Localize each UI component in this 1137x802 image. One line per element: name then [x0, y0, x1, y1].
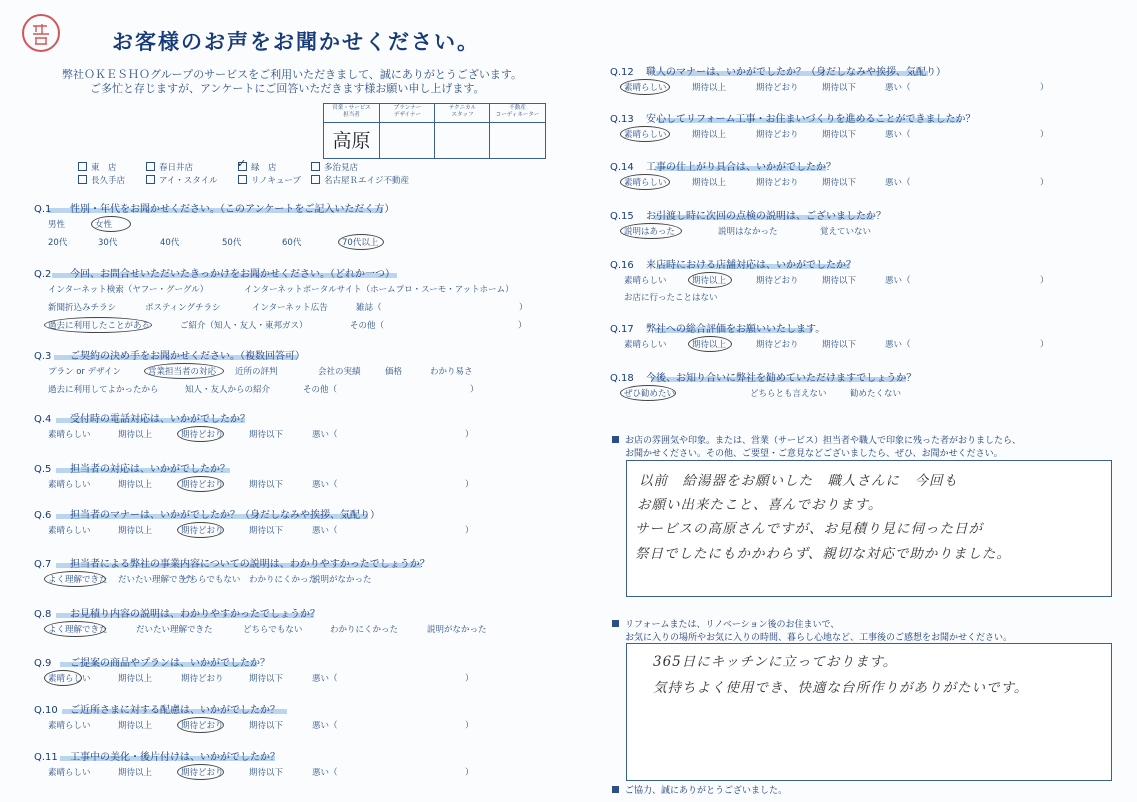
question-heading [34, 460, 230, 475]
paren-close: ） [465, 526, 474, 536]
paren-close: ） [470, 385, 479, 395]
question-heading [610, 320, 825, 335]
answer-option[interactable]: 悪い（ [312, 721, 338, 731]
answer-option[interactable]: 悪い（ [312, 526, 338, 536]
question-number: Q.17 [610, 324, 634, 335]
comment1-prompt-line-2: お聞かせください。その他、ご要望・ご意見などございましたら、ぜひ、お聞かせください。 [625, 449, 1003, 459]
handwritten-line: 以前 給湯器をお願いした 職人さんに 今回も [639, 473, 958, 489]
staff-col-realestate [489, 104, 545, 158]
answer-option[interactable]: どちらでもない [181, 575, 241, 585]
staff-header: プランナー デザイナー [380, 104, 435, 123]
answer-option[interactable]: 期待どおり [756, 178, 799, 188]
answer-option[interactable]: 過去に利用したことがある [48, 321, 151, 331]
answer-option[interactable]: 期待以下 [822, 83, 857, 93]
store-option[interactable] [146, 161, 193, 173]
answer-option[interactable]: だいたい理解できた [118, 575, 195, 585]
answer-option[interactable]: 期待以上 [692, 178, 727, 188]
answer-option[interactable]: 女性 [95, 220, 113, 230]
question-number: Q.13 [610, 114, 634, 125]
question-heading [610, 158, 836, 173]
answer-option[interactable]: 期待以上 [692, 130, 727, 140]
answer-option[interactable]: 20代 [48, 238, 68, 248]
staff-col-sales [324, 104, 379, 158]
answer-circle-mark [177, 476, 224, 492]
question-text: 工事中の美化・後片付けは、いかがでしたか？ [70, 752, 280, 763]
question-number: Q.18 [610, 373, 634, 384]
question-number: Q.10 [34, 705, 58, 716]
answer-option[interactable]: 期待以下 [249, 768, 284, 778]
question-text: 性別・年代をお聞かせください。（このアンケートをご記入いただく方） [70, 204, 395, 215]
question-number: Q.4 [34, 414, 52, 425]
store-label: リノキューブ [251, 176, 301, 186]
question-text: 担当者による弊社の事業内容についての説明は、わかりやすかったでしょうか？ [70, 559, 430, 570]
answer-option[interactable]: 期待以下 [822, 178, 857, 188]
answer-option[interactable]: 期待どおり [181, 480, 224, 490]
checkbox-icon[interactable] [78, 162, 87, 171]
staff-header: テクニカル スタッフ [435, 104, 490, 123]
handwritten-line: お願い出来たこと、喜んでおります。 [637, 497, 883, 513]
question-heading [34, 347, 305, 362]
intro-line-1: 弊社ＯＫＥＳＨＯグループのサービスをご利用いただきまして、誠にありがとうございます。 [62, 68, 523, 81]
checkbox-icon[interactable] [146, 162, 155, 171]
staff-value-sales[interactable]: 高原 [332, 130, 371, 152]
comment2-prompt-line-1: リフォームまたは、リノベーション後のお住まいで、 [612, 617, 839, 630]
paren-close: ） [518, 321, 527, 331]
answer-option[interactable]: 素晴らしい [48, 768, 91, 778]
answer-option[interactable]: 素晴らしい [624, 130, 667, 140]
answer-option[interactable]: 悪い（ [885, 83, 911, 93]
answer-option[interactable]: 素晴らしい [48, 480, 91, 490]
answer-option[interactable]: 期待どおり [181, 768, 224, 778]
answer-option[interactable]: その他（ [350, 321, 385, 331]
store-label: 多治見店 [324, 163, 359, 173]
question-heading [34, 200, 394, 215]
question-number: Q.15 [610, 211, 634, 222]
answer-option[interactable]: ご紹介（知人・友人・東邦ガス） [180, 321, 308, 331]
paren-close: ） [465, 674, 474, 684]
answer-option[interactable]: どちらでもない [243, 625, 303, 635]
checkbox-icon[interactable] [238, 162, 247, 171]
answer-option[interactable]: 期待どおり [181, 721, 224, 731]
answer-option[interactable]: 期待以下 [249, 674, 284, 684]
question-text: お引渡し時に次回の点検の説明は、ございましたか？ [646, 211, 886, 222]
answer-option[interactable]: インターネット広告 [252, 303, 328, 313]
answer-option[interactable]: 近所の評判 [235, 367, 278, 377]
answer-option[interactable]: 説明がなかった [427, 625, 487, 635]
question-number: Q.7 [34, 559, 52, 570]
question-text: 担当者のマナーは、いかがでしたか？（身だしなみや挨拶、気配り） [70, 510, 380, 521]
answer-option[interactable]: 期待以上 [692, 83, 727, 93]
store-option[interactable] [238, 161, 277, 173]
answer-option[interactable]: 悪い（ [312, 674, 338, 684]
answer-option[interactable]: 期待以上 [118, 480, 153, 490]
answer-option[interactable]: ぜひ勧めたい [624, 389, 676, 399]
answer-option[interactable]: 期待以上 [118, 674, 153, 684]
answer-circle-mark [177, 426, 224, 442]
answer-circle-mark [91, 216, 131, 232]
answer-option[interactable]: 期待以上 [692, 340, 727, 350]
answer-option[interactable]: 期待以上 [118, 526, 153, 536]
square-bullet-icon [612, 436, 619, 443]
checkbox-icon[interactable] [78, 175, 87, 184]
question-text: 職人のマナーは、いかがでしたか？（身だしなみや挨拶、気配り） [646, 67, 946, 78]
answer-option[interactable]: 期待以下 [822, 130, 857, 140]
answer-circle-mark [620, 79, 670, 95]
answer-option[interactable]: どちらとも言えない [750, 389, 827, 399]
handwritten-line: サービスの高原さんですが、お見積り見に伺った日が [635, 521, 983, 537]
answer-circle-mark [620, 223, 682, 239]
answer-option[interactable]: 60代 [282, 238, 302, 248]
store-option[interactable] [238, 174, 301, 186]
answer-option[interactable]: だいたい理解できた [136, 625, 213, 635]
paren-close: ） [465, 721, 474, 731]
staff-header: 営業・サービス 担当者 [324, 104, 379, 123]
answer-option[interactable]: 期待どおり [181, 674, 224, 684]
question-number: Q.8 [34, 609, 52, 620]
checkbox-icon[interactable] [146, 175, 155, 184]
question-number: Q.6 [34, 510, 52, 521]
question-text: 工事の仕上がり具合は、いかがでしたか？ [646, 162, 836, 173]
question-number: Q.3 [34, 351, 52, 362]
handwritten-line: 365日にキッチンに立っております。 [653, 654, 898, 670]
question-heading [34, 506, 380, 521]
answer-option[interactable]: 説明がなかった [312, 575, 372, 585]
paren-close: ） [1040, 276, 1049, 286]
question-heading [610, 110, 976, 125]
store-label: 東 店 [91, 163, 117, 173]
answer-option[interactable]: 期待以下 [822, 340, 857, 350]
answer-option[interactable]: 過去に利用してよかったから [48, 385, 159, 395]
answer-option[interactable]: 説明はなかった [718, 227, 778, 237]
answer-option[interactable]: 説明はあった [624, 227, 675, 237]
comment1-answer-box[interactable] [626, 460, 1112, 597]
answer-option[interactable]: 期待以上 [118, 430, 153, 440]
staff-col-planner [379, 104, 435, 158]
question-text: ご契約の決め手をお聞かせください。（複数回答可） [70, 351, 305, 362]
answer-option[interactable]: 期待以上 [692, 276, 727, 286]
answer-option[interactable]: 男性 [48, 220, 66, 230]
intro-line-2: ご多忙と存じますが、アンケートにご回答いただきます様お願い申し上げます。 [90, 82, 485, 95]
store-label: 長久手店 [91, 176, 126, 186]
question-number: Q.5 [34, 464, 52, 475]
store-option[interactable] [311, 174, 409, 186]
question-heading [34, 605, 320, 620]
question-heading [34, 410, 250, 425]
answer-option[interactable]: 悪い（ [885, 340, 911, 350]
question-text: ご提案の商品やプランは、いかがでしたか？ [70, 658, 270, 669]
answer-option[interactable]: 期待以上 [118, 721, 153, 731]
question-heading [610, 207, 886, 222]
paren-close: ） [465, 480, 474, 490]
question-number: Q.1 [34, 204, 52, 215]
store-label: アイ・スタイル [159, 176, 218, 186]
answer-circle-mark [338, 234, 384, 250]
answer-option[interactable]: 勧めたくない [850, 389, 902, 399]
answer-option[interactable]: インターネット検索（ヤフー・グーグル） [48, 285, 209, 295]
answer-option[interactable]: 雑誌（ [356, 303, 382, 313]
comment2-prompt-line-2: お気に入りの場所やお気に入りの時間、暮らし心地など、工事後のご感想をお聞かせください。 [625, 633, 1013, 643]
question-text: 弊社への総合評価をお願いいたします。 [646, 324, 826, 335]
page-title: お客様のお声をお聞かせください。 [112, 30, 480, 54]
question-number: Q.16 [610, 260, 634, 271]
answer-option[interactable]: 新聞折込みチラシ [48, 303, 117, 313]
question-number: Q.2 [34, 269, 52, 280]
seal-glyph-icon [24, 16, 58, 50]
answer-option[interactable]: インターネットポータルサイト（ホームプロ・スーモ・アットホーム） [244, 285, 514, 295]
checkbox-icon[interactable] [311, 175, 320, 184]
answer-option[interactable]: 期待以下 [249, 721, 284, 731]
question-number: Q.12 [610, 67, 634, 78]
answer-option[interactable]: 素晴らしい [48, 430, 91, 440]
question-text: 安心してリフォーム工事・お住まいづくりを進めることができましたか？ [646, 114, 976, 125]
answer-circle-mark [177, 764, 224, 780]
answer-option[interactable]: 悪い（ [312, 768, 338, 778]
question-text: 受付時の電話対応は、いかがでしたか？ [70, 414, 250, 425]
answer-circle-mark [620, 385, 676, 401]
staff-col-technical [434, 104, 490, 158]
store-label: 緑 店 [251, 163, 277, 173]
store-label: 名古屋Ｒエイジ不動産 [324, 176, 410, 186]
answer-circle-mark [44, 571, 106, 587]
answer-option[interactable]: わかりにくかった [249, 575, 318, 585]
answer-circle-mark [620, 174, 670, 190]
staff-table [323, 103, 546, 159]
answer-option[interactable]: 知人・友人からの紹介 [185, 385, 271, 395]
answer-option[interactable]: 期待どおり [181, 526, 224, 536]
paren-close: ） [519, 303, 528, 313]
comment1-prompt-line-1: お店の雰囲気や印象。または、営業（サービス）担当者や職人で印象に残った者がおりましたら、 [612, 433, 1021, 446]
square-bullet-icon [612, 620, 619, 627]
question-heading [610, 369, 916, 384]
answer-circle-mark [177, 522, 224, 538]
store-option[interactable] [311, 161, 358, 173]
answer-circle-mark [688, 336, 732, 352]
answer-option[interactable]: 期待どおり [756, 83, 799, 93]
answer-option[interactable]: 40代 [160, 238, 180, 248]
answer-option[interactable]: わかり易さ [430, 367, 473, 377]
answer-option[interactable]: その他（ [303, 385, 338, 395]
answer-option[interactable]: 素晴らしい [624, 178, 667, 188]
checkbox-icon[interactable] [238, 175, 247, 184]
answer-circle-mark [688, 272, 732, 288]
answer-option[interactable]: 悪い（ [312, 430, 338, 440]
answer-option[interactable]: よく理解できた [48, 575, 108, 585]
answer-option[interactable]: 素晴らしい [624, 276, 667, 286]
checkbox-icon[interactable] [311, 162, 320, 171]
question-heading [34, 555, 430, 570]
answer-circle-mark [177, 717, 224, 733]
answer-option[interactable]: 素晴らしい [48, 721, 91, 731]
answer-option[interactable]: 期待以下 [822, 276, 857, 286]
handwritten-line: 祭日でしたにもかかわらず、親切な対応で助かりました。 [635, 546, 1011, 562]
answer-option[interactable]: 価格 [385, 367, 403, 377]
hanko-seal [22, 14, 60, 52]
answer-circle-mark [44, 317, 152, 333]
answer-option[interactable]: 期待どおり [181, 430, 224, 440]
answer-option[interactable]: 悪い（ [312, 480, 338, 490]
store-option[interactable] [78, 174, 125, 186]
answer-circle-mark [144, 363, 224, 379]
answer-option[interactable]: プラン or デザイン [48, 367, 122, 377]
store-option[interactable] [78, 161, 117, 173]
question-text: 担当者の対応は、いかがでしたか？ [70, 464, 230, 475]
paren-close: ） [465, 430, 474, 440]
handwritten-line: 気持ちよく使用でき、快適な台所作りがありがたいです。 [653, 680, 1029, 696]
answer-option[interactable]: 期待どおり [756, 276, 799, 286]
answer-option[interactable]: 期待以下 [249, 430, 284, 440]
question-text: 来店時における店舗対応は、いかがでしたか？ [646, 260, 856, 271]
question-text: 今回、お問合せいただいたきっかけをお聞かせください。（どれか一つ） [70, 269, 395, 280]
answer-option[interactable]: 悪い（ [885, 130, 911, 140]
answer-option[interactable]: わかりにくかった [330, 625, 399, 635]
question-text: 今後、お知り合いに弊社を勧めていただけますでしょうか？ [646, 373, 917, 384]
answer-option[interactable]: ポスティングチラシ [145, 303, 221, 313]
answer-circle-mark [44, 621, 106, 637]
answer-option[interactable]: 期待以下 [249, 480, 284, 490]
answer-option[interactable]: よく理解できた [48, 625, 108, 635]
answer-option[interactable]: 70代以上 [342, 238, 379, 248]
answer-circle-mark [44, 670, 82, 686]
paren-close: ） [1040, 340, 1049, 350]
paren-close: ） [1040, 130, 1049, 140]
answer-option[interactable]: 期待以上 [118, 768, 153, 778]
store-label: 春日井店 [159, 163, 194, 173]
answer-option[interactable]: 悪い（ [885, 276, 911, 286]
question-number: Q.14 [610, 162, 634, 173]
question-heading [34, 701, 280, 716]
paren-close: ） [1040, 83, 1049, 93]
answer-circle-mark [620, 126, 670, 142]
answer-option[interactable]: 素晴らしい [624, 83, 667, 93]
question-heading [34, 265, 395, 280]
answer-option[interactable]: 悪い（ [885, 178, 911, 188]
question-heading [34, 654, 270, 669]
paren-close: ） [465, 768, 474, 778]
answer-option[interactable]: 覚えていない [820, 227, 872, 237]
answer-option[interactable]: 50代 [222, 238, 242, 248]
answer-option[interactable]: 素晴らしい [48, 674, 91, 684]
staff-header: 不動産 コーディネーター [490, 104, 545, 123]
question-number: Q.11 [34, 752, 58, 763]
answer-option[interactable]: 素晴らしい [624, 340, 667, 350]
answer-option[interactable]: 30代 [98, 238, 118, 248]
answer-option[interactable]: 期待以下 [249, 526, 284, 536]
question-heading [610, 63, 946, 78]
comment2-answer-box[interactable] [626, 643, 1112, 781]
answer-option[interactable]: 期待どおり [756, 130, 799, 140]
answer-option[interactable]: お店に行ったことはない [624, 293, 718, 303]
footer-thanks: ご協力、誠にありがとうございました。 [612, 783, 787, 796]
question-text: ご近所さまに対する配慮は、いかがでしたか？ [70, 705, 280, 716]
square-bullet-icon [612, 786, 619, 793]
question-text: お見積り内容の説明は、わかりやすかったでしょうか？ [70, 609, 320, 620]
answer-option[interactable]: 営業担当者の対応 [148, 367, 217, 377]
question-heading [34, 748, 280, 763]
answer-option[interactable]: 期待どおり [756, 340, 799, 350]
paren-close: ） [1040, 178, 1049, 188]
answer-option[interactable]: 会社の実績 [318, 367, 361, 377]
question-number: Q.9 [34, 658, 52, 669]
store-option[interactable] [146, 174, 218, 186]
question-heading [610, 256, 856, 271]
answer-option[interactable]: 素晴らしい [48, 526, 91, 536]
